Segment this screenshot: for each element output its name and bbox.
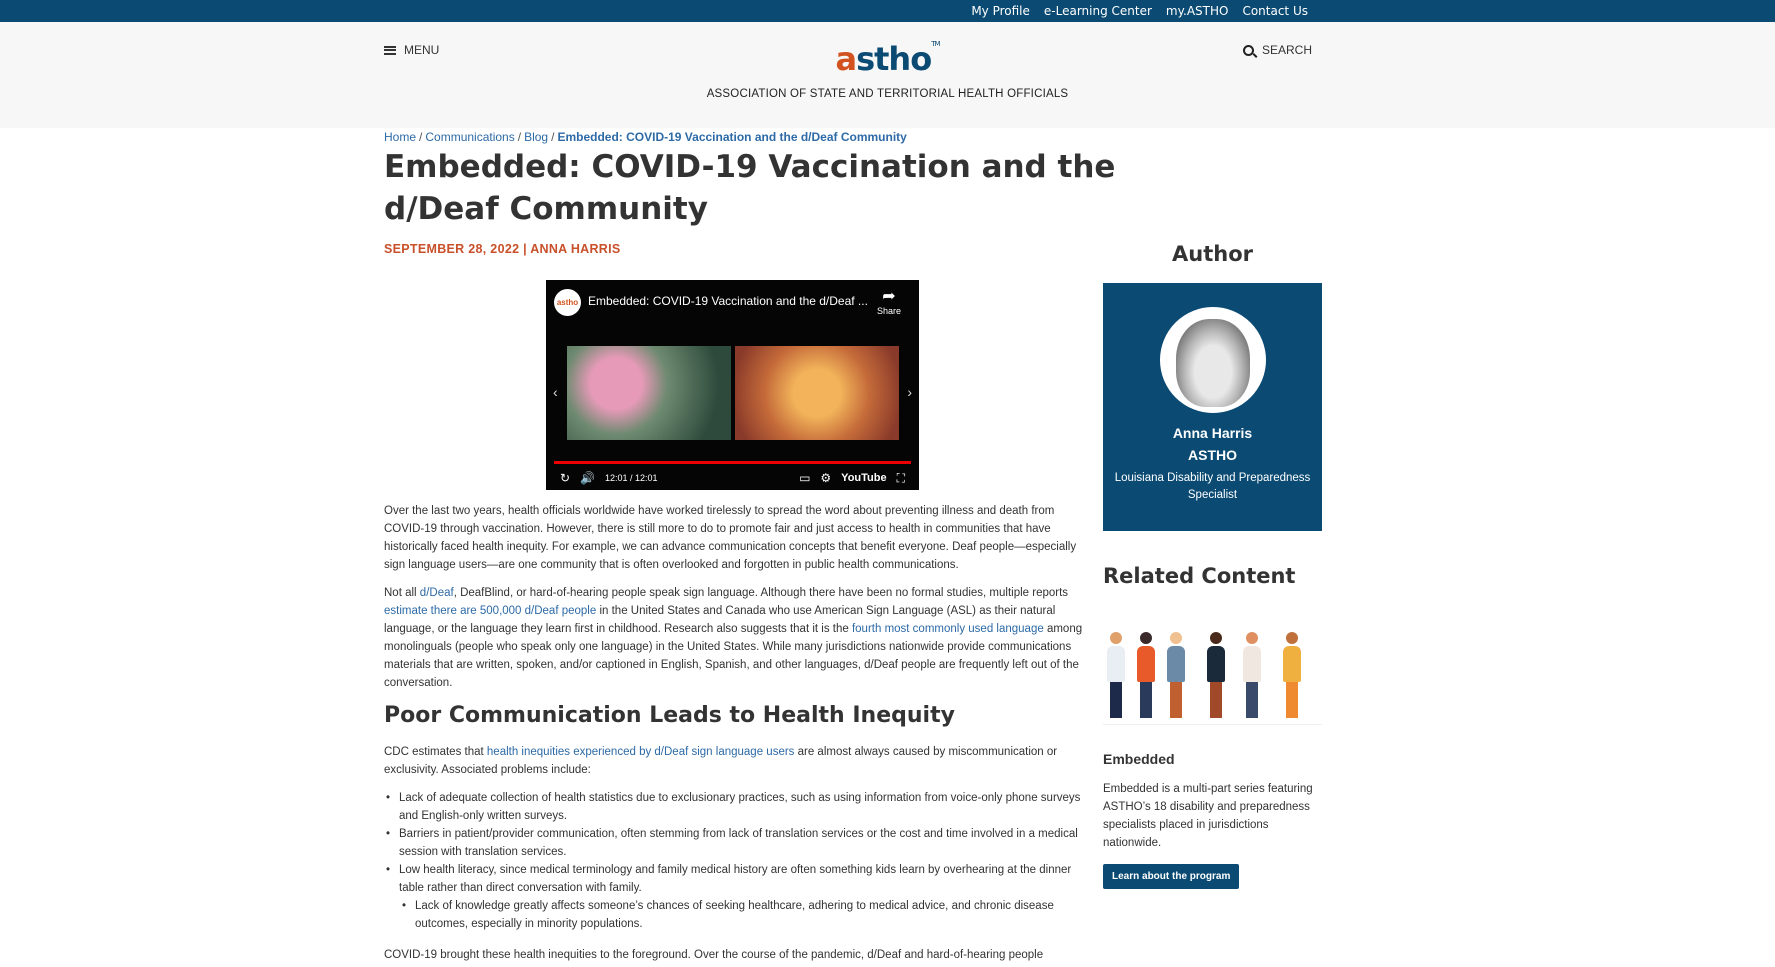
related-item-description: Embedded is a multi-part series featuring ASTHO’s 18 disability and preparedness specialists placed in jurisdictions nationwide. [1103, 783, 1313, 849]
related-item-title[interactable]: Embedded [1103, 751, 1175, 767]
youtube-logo[interactable]: YouTube [841, 472, 887, 484]
site-header [0, 22, 1775, 128]
breadcrumb-separator: / [419, 130, 423, 144]
text-run: in the United States and Canada who use American Sign Language (ASL) as their natural language, or the language they learn first in childhood. Research also suggests that it is the [384, 605, 1056, 635]
article-meta: SEPTEMBER 28, 2022 | ANNA HARRIS [384, 242, 621, 256]
video-thumbnail[interactable] [735, 346, 899, 440]
contact-us-link[interactable]: Contact Us [1242, 4, 1308, 18]
logo-trademark: TM [931, 40, 940, 48]
site-tagline: ASSOCIATION OF STATE AND TERRITORIAL HEALTH OFFICIALS [706, 88, 1069, 100]
my-profile-link[interactable]: My Profile [971, 4, 1030, 18]
breadcrumb-separator: / [517, 130, 522, 144]
text-run: among monolinguals (people who speak only one language) in the United States. While many jurisdictions nationwide provide communications materials that are written, spoken, and/or captioned in English, Spanish, and other languages, d/Deaf people are frequently left out of the conversation. [384, 623, 1083, 689]
estimate-link[interactable]: estimate there are 500,000 d/Deaf people [384, 605, 597, 617]
text-run: CDC estimates that [384, 746, 487, 758]
video-controls [546, 467, 919, 489]
fourth-language-link[interactable]: fourth most commonly used language [851, 623, 1044, 635]
utility-nav [0, 0, 1775, 22]
list-item: • Lack of adequate collection of health statistics due to exclusionary practices, such as using information from voice-only phone surveys and English-only written surveys. [399, 789, 1084, 825]
breadcrumb-communications[interactable]: Communications [425, 130, 515, 144]
list-item: • Lack of knowledge greatly affects someone’s chances of seeking healthcare, adhering to medical advice, and chronic disease outcomes, especially in minority populations. [399, 897, 1084, 933]
illustration-person [1107, 632, 1125, 718]
breadcrumb [384, 130, 907, 144]
deaf-link[interactable]: d/Deaf [419, 587, 454, 599]
related-content-heading: Related Content [1103, 564, 1296, 588]
illustration-person [1137, 632, 1155, 718]
volume-icon[interactable]: 🔊 [580, 471, 596, 485]
search-icon [1243, 45, 1254, 56]
article-paragraph: COVID-19 brought these health inequities to the foreground. Over the course of the pandemic, d/Deaf and hard-of-hearing people [384, 949, 1044, 961]
breadcrumb-current: Embedded: COVID-19 Vaccination and the d/Deaf Community [557, 130, 907, 144]
article-paragraph: Over the last two years, health officials worldwide have worked tirelessly to spread the word about preventing illness and death from COVID-19 through vaccination. However, there is still more to do to promote fair and just access to health in communities that have historically faced health inequity. For example, we can advance communication concepts that benefit everyone. Deaf people—especially sign language users—are one community that is often overlooked and forgotten in public health communications. [384, 505, 1077, 571]
logo-letter-a: a [835, 40, 857, 78]
logo-wordmark: stho [856, 40, 932, 78]
fullscreen-icon[interactable]: ⛶ [896, 470, 905, 485]
avatar [1160, 307, 1266, 413]
elearning-center-link[interactable]: e-Learning Center [1043, 4, 1152, 18]
video-title[interactable]: Embedded: COVID-19 Vaccination and the d/Deaf ... [588, 294, 868, 308]
my-astho-link[interactable]: my.ASTHO [1165, 4, 1229, 18]
video-player[interactable] [546, 280, 919, 490]
chevron-left-icon[interactable]: ‹ [553, 384, 558, 400]
video-thumbnail[interactable] [567, 346, 731, 440]
video-progress-bar[interactable] [554, 461, 911, 464]
search-label: SEARCH [1262, 43, 1313, 57]
search-button[interactable] [1243, 43, 1312, 57]
author-heading: Author [1172, 242, 1253, 266]
author-role: Louisiana Disability and Preparedness Specialist [1114, 472, 1311, 501]
author-card [1103, 283, 1322, 531]
replay-icon[interactable]: ↻ [560, 471, 571, 485]
list-item: • Barriers in patient/provider communication, often stemming from lack of translation services or the cost and time involved in a medical session with translation services. [399, 825, 1084, 861]
illustration-person [1167, 632, 1185, 718]
menu-label: MENU [404, 43, 440, 57]
related-content-image[interactable] [1103, 620, 1322, 725]
breadcrumb-blog[interactable]: Blog [524, 130, 549, 144]
settings-gear-icon[interactable]: ⚙ [820, 471, 832, 485]
learn-about-program-button[interactable]: Learn about the program [1103, 864, 1239, 889]
section-heading: Poor Communication Leads to Health Inequity [384, 703, 955, 728]
list-item: • Low health literacy, since medical terminology and family medical history are often something kids learn by overhearing at the dinner table rather than direct conversation with family. [399, 861, 1084, 897]
page-title: Embedded: COVID-19 Vaccination and the d/Deaf Community [384, 149, 1116, 227]
breadcrumb-separator: / [551, 130, 555, 144]
share-icon: ➦ [882, 288, 896, 305]
author-name: Anna Harris [1172, 425, 1253, 441]
captions-icon[interactable]: ▭ [799, 471, 811, 485]
astho-logo[interactable] [0, 40, 1775, 78]
share-label: Share [876, 306, 901, 316]
text-run: , DeafBlind, or hard-of-hearing people speak sign language. Although there have been no formal studies, multiple reports [453, 587, 1069, 599]
breadcrumb-home[interactable]: Home [384, 130, 417, 144]
text-run: Not all [384, 587, 420, 599]
channel-logo[interactable]: astho [554, 289, 581, 316]
video-time: 12:01 / 12:01 [605, 473, 658, 483]
illustration-person [1243, 632, 1261, 718]
chevron-right-icon[interactable]: › [907, 384, 912, 400]
text-run: are almost always caused by miscommunication or exclusivity. Associated problems include: [384, 746, 1058, 776]
illustration-person [1207, 632, 1225, 718]
share-button[interactable] [877, 288, 901, 316]
health-inequities-link[interactable]: health inequities experienced by d/Deaf sign language users [486, 746, 795, 758]
author-org: ASTHO [1188, 447, 1237, 463]
article-paragraph [384, 584, 1084, 692]
problems-list [399, 789, 1084, 933]
illustration-person [1283, 632, 1301, 718]
article-paragraph [384, 743, 1084, 779]
